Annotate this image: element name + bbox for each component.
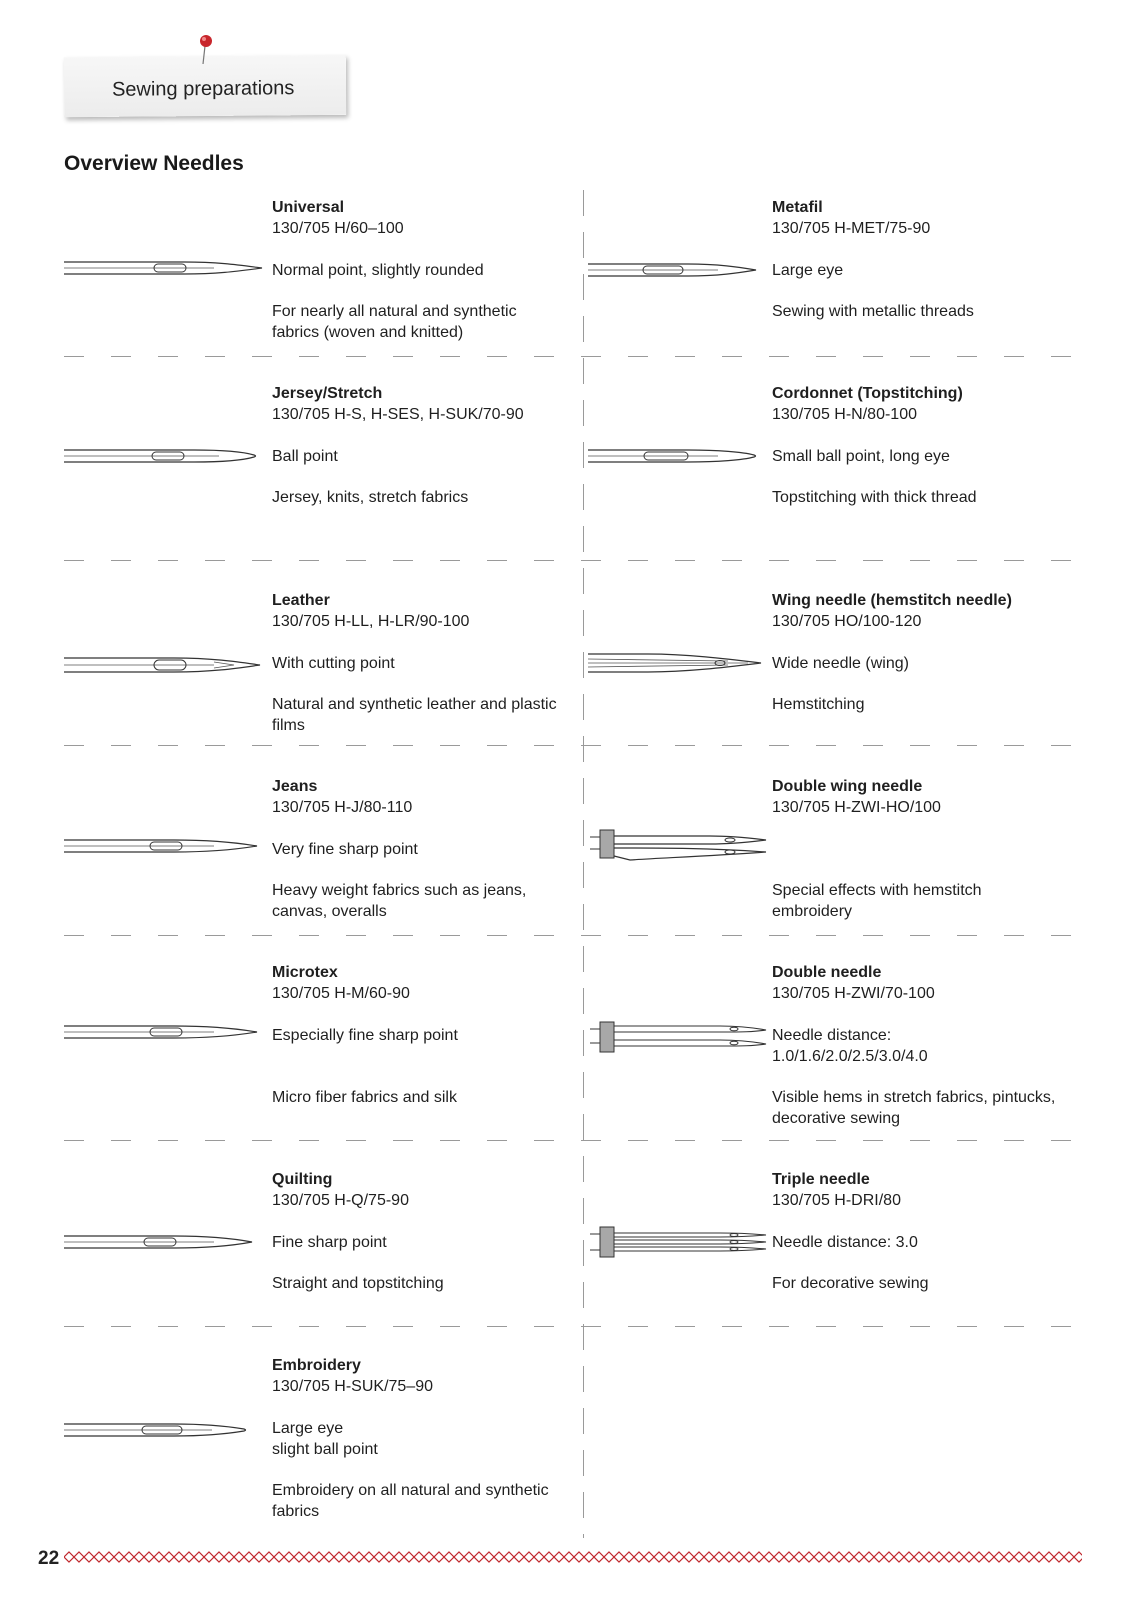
section-note <box>64 55 347 117</box>
needle-code: 130/705 H-ZWI/70-100 <box>772 985 935 1002</box>
row-divider <box>64 560 1080 561</box>
needle-name: Wing needle (hemstitch needle) <box>772 592 1012 609</box>
page-number: 22 <box>38 1548 60 1569</box>
needle-name: Double needle <box>772 964 882 981</box>
needle-code: 130/705 H-MET/75-90 <box>772 220 931 237</box>
row-divider <box>64 1140 1080 1141</box>
needle-point: With cutting point <box>272 655 395 672</box>
needle-entry-metafil <box>772 197 1102 322</box>
needle-entry-double <box>772 962 1102 1129</box>
needle-entry-cordonnet <box>772 383 1102 508</box>
needle-code: 130/705 H-LL, H-LR/90-100 <box>272 613 470 630</box>
triple-needle-icon <box>590 1226 770 1262</box>
row-divider <box>64 356 1080 357</box>
needle-point: Especially fine sharp point <box>272 1027 458 1044</box>
needle-name: Microtex <box>272 964 338 981</box>
jersey-needle-icon <box>64 446 259 466</box>
microtex-needle-icon <box>64 1022 259 1042</box>
needle-use: Straight and topstitching <box>272 1275 444 1292</box>
needle-entry-double-wing <box>772 776 1102 922</box>
needle-code: 130/705 H-ZWI-HO/100 <box>772 799 941 816</box>
needle-entry-leather <box>272 590 602 736</box>
needle-code: 130/705 H-M/60-90 <box>272 985 410 1002</box>
needle-use: For decorative sewing <box>772 1275 929 1292</box>
needle-name: Metafil <box>772 199 823 216</box>
needle-code: 130/705 HO/100-120 <box>772 613 922 630</box>
needle-code: 130/705 H-DRI/80 <box>772 1192 901 1209</box>
needle-name: Jeans <box>272 778 318 795</box>
needle-name: Triple needle <box>772 1171 870 1188</box>
needle-point: Needle distance: 3.0 <box>772 1234 918 1251</box>
cordonnet-needle-icon <box>588 446 758 466</box>
needle-code: 130/705 H-SUK/75–90 <box>272 1378 433 1395</box>
needle-entry-microtex <box>272 962 602 1108</box>
section-label: Sewing preparations <box>111 77 295 101</box>
needle-point: Very fine sharp point <box>272 841 418 858</box>
double-needle-icon <box>590 1020 770 1060</box>
needle-entry-jeans <box>272 776 602 922</box>
leather-needle-icon <box>64 654 262 676</box>
needle-point: Ball point <box>272 448 338 465</box>
needle-entry-embroidery <box>272 1355 602 1522</box>
needle-point: Wide needle (wing) <box>772 655 909 672</box>
needle-code: 130/705 H-S, H-SES, H-SUK/70-90 <box>272 406 524 423</box>
needle-name: Double wing needle <box>772 778 923 795</box>
needle-entry-triple <box>772 1169 1102 1294</box>
needle-use: Topstitching with thick thread <box>772 489 977 506</box>
needle-name: Leather <box>272 592 330 609</box>
stitch-border-decoration <box>64 1550 1082 1564</box>
row-divider <box>64 745 1080 746</box>
row-divider <box>64 935 1080 936</box>
row-divider <box>64 1326 1080 1327</box>
needle-point: Large eye slight ball point <box>272 1420 378 1458</box>
needle-entry-wing <box>772 590 1102 715</box>
needle-use: Micro fiber fabrics and silk <box>272 1089 457 1106</box>
universal-needle-icon <box>64 258 264 278</box>
needle-use: Sewing with metallic threads <box>772 303 974 320</box>
needle-name: Quilting <box>272 1171 333 1188</box>
needle-use: Embroidery on all natural and synthetic fabrics <box>272 1482 549 1520</box>
needle-code: 130/705 H-J/80-110 <box>272 799 413 816</box>
needle-use: Hemstitching <box>772 696 865 713</box>
needle-point: Needle distance: 1.0/1.6/2.0/2.5/3.0/4.0 <box>772 1027 928 1065</box>
needle-point: Normal point, slightly rounded <box>272 262 484 279</box>
wing-needle-icon <box>588 648 763 678</box>
needle-use: Jersey, knits, stretch fabrics <box>272 489 469 506</box>
needle-use: Natural and synthetic leather and plastic films <box>272 696 557 734</box>
jeans-needle-icon <box>64 836 259 856</box>
needle-name: Jersey/Stretch <box>272 385 383 402</box>
pushpin-icon <box>198 34 216 64</box>
needle-point <box>772 839 1102 860</box>
needle-entry-universal <box>272 197 602 343</box>
quilting-needle-icon <box>64 1232 254 1252</box>
embroidery-needle-icon <box>64 1420 249 1440</box>
needle-point: Large eye <box>772 262 844 279</box>
needle-code: 130/705 H/60–100 <box>272 220 404 237</box>
needle-code: 130/705 H-N/80-100 <box>772 406 917 423</box>
needle-use: Heavy weight fabrics such as jeans, canvas, overalls <box>272 882 527 920</box>
needle-point: Small ball point, long eye <box>772 448 950 465</box>
needle-use: Special effects with hemstitch embroidery <box>772 882 982 920</box>
needle-name: Cordonnet (Topstitching) <box>772 385 963 402</box>
needle-code: 130/705 H-Q/75-90 <box>272 1192 409 1209</box>
double-wing-needle-icon <box>590 826 770 868</box>
metafil-needle-icon <box>588 260 758 280</box>
needle-name: Universal <box>272 199 345 216</box>
needle-use: Visible hems in stretch fabrics, pintucks, decorative sewing <box>772 1089 1056 1127</box>
needle-entry-jersey <box>272 383 602 508</box>
needle-entry-quilting <box>272 1169 602 1294</box>
needle-name: Embroidery <box>272 1357 361 1374</box>
needle-use: For nearly all natural and synthetic fabrics (woven and knitted) <box>272 303 517 341</box>
page-title: Overview Needles <box>64 152 244 175</box>
needle-point: Fine sharp point <box>272 1234 387 1251</box>
